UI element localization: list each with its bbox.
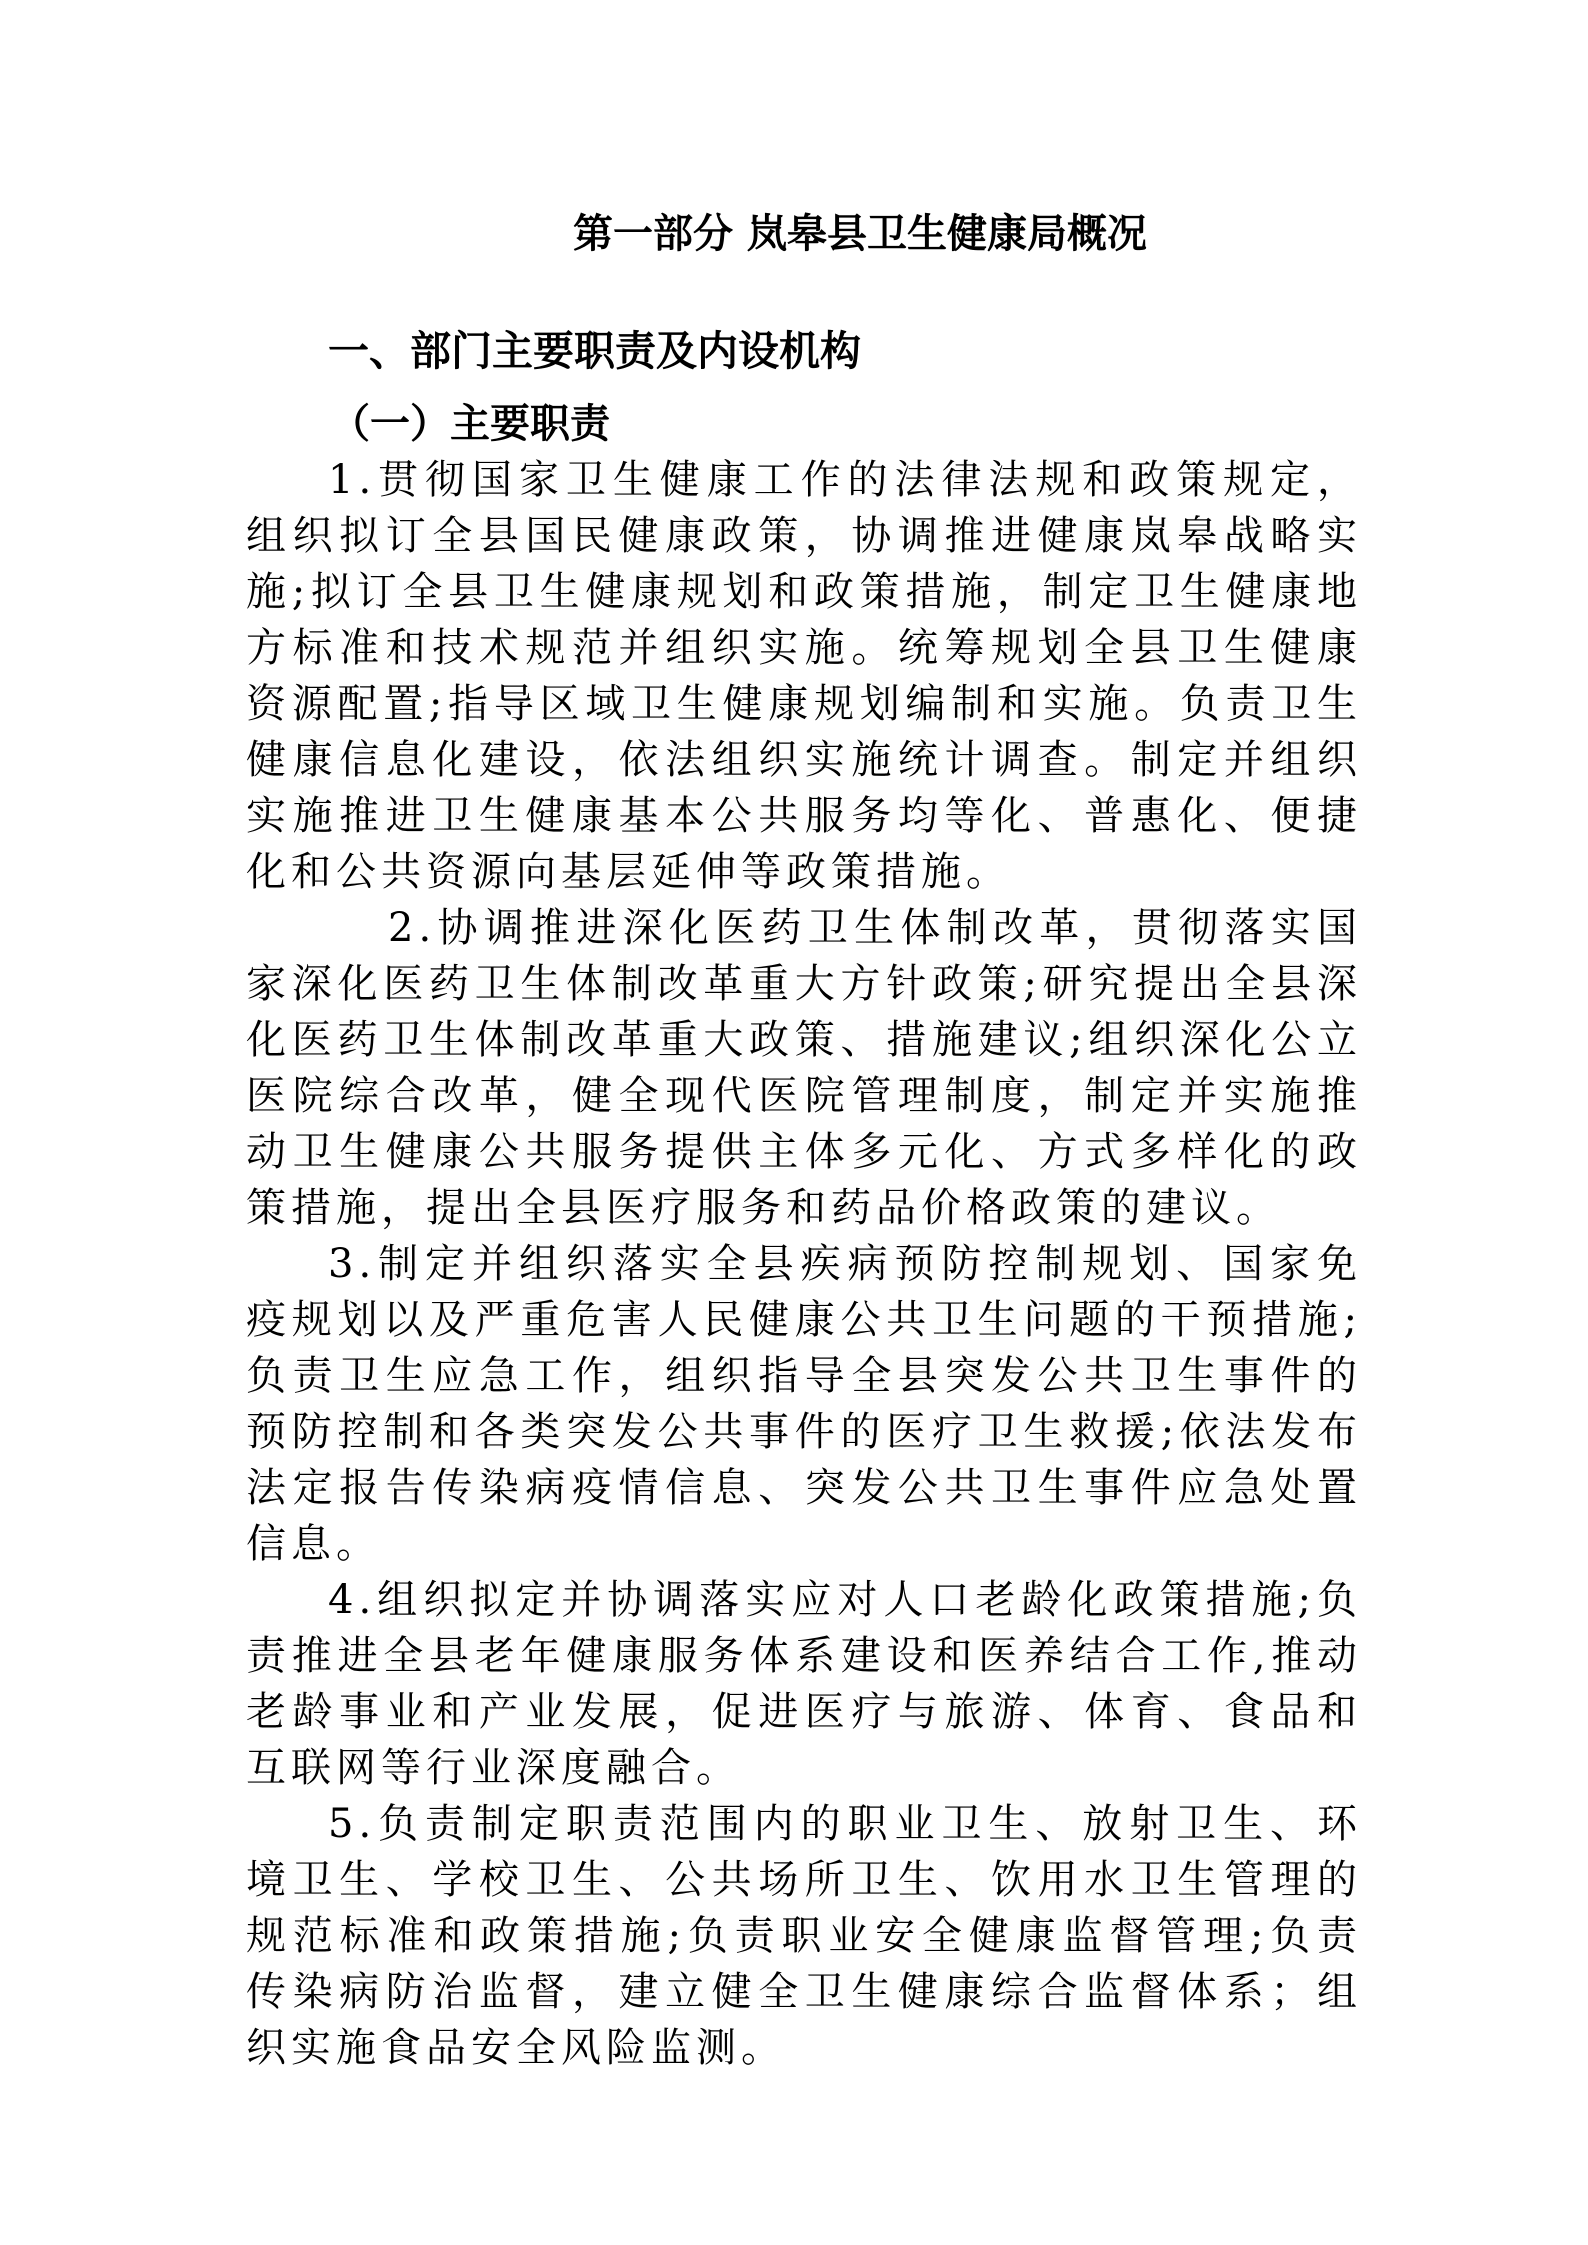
paragraph-duty-5: 5.负责制定职责范围内的职业卫生、放射卫生、环境卫生、学校卫生、公共场所卫生、饮用水卫生管理的规范标准和政策措施;负责职业安全健康监督管理;负责传染病防治监督，建立健全卫生健康综合监督体系；组织实施食品安全风险监测。 [246, 1801, 1362, 2071]
paragraph-duty-1: 1.贯彻国家卫生健康工作的法律法规和政策规定，组织拟订全县国民健康政策，协调推进健康岚皋战略实施;拟订全县卫生健康规划和政策措施，制定卫生健康地方标准和技术规范并组织实施。统筹规划全县卫生健康资源配置;指导区域卫生健康规划编制和实施。负责卫生健康信息化建设，依法组织实施统计调查。制定并组织实施推进卫生健康基本公共服务均等化、普惠化、便捷化和公共资源向基层延伸等政策措施。 [246, 457, 1362, 895]
subsection-heading: （一）主要职责 [330, 401, 610, 447]
page-title: 第一部分 岚皋县卫生健康局概况 [573, 211, 1147, 257]
section-heading: 一、部门主要职责及内设机构 [328, 327, 861, 375]
paragraph-duty-4: 4.组织拟定并协调落实应对人口老龄化政策措施;负责推进全县老年健康服务体系建设和医养结合工作,推动老龄事业和产业发展，促进医疗与旅游、体育、食品和互联网等行业深度融合。 [246, 1577, 1362, 1791]
paragraph-duty-2: 2.协调推进深化医药卫生体制改革，贯彻落实国家深化医药卫生体制改革重大方针政策;研究提出全县深化医药卫生体制改革重大政策、措施建议;组织深化公立医院综合改革，健全现代医院管理制度，制定并实施推动卫生健康公共服务提供主体多元化、方式多样化的政策措施，提出全县医疗服务和药品价格政策的建议。 [246, 905, 1362, 1231]
paragraph-duty-3: 3.制定并组织落实全县疾病预防控制规划、国家免疫规划以及严重危害人民健康公共卫生问题的干预措施;负责卫生应急工作，组织指导全县突发公共卫生事件的预防控制和各类突发公共事件的医疗卫生救援;依法发布法定报告传染病疫情信息、突发公共卫生事件应急处置信息。 [246, 1241, 1362, 1567]
body-text [246, 452, 1362, 2076]
